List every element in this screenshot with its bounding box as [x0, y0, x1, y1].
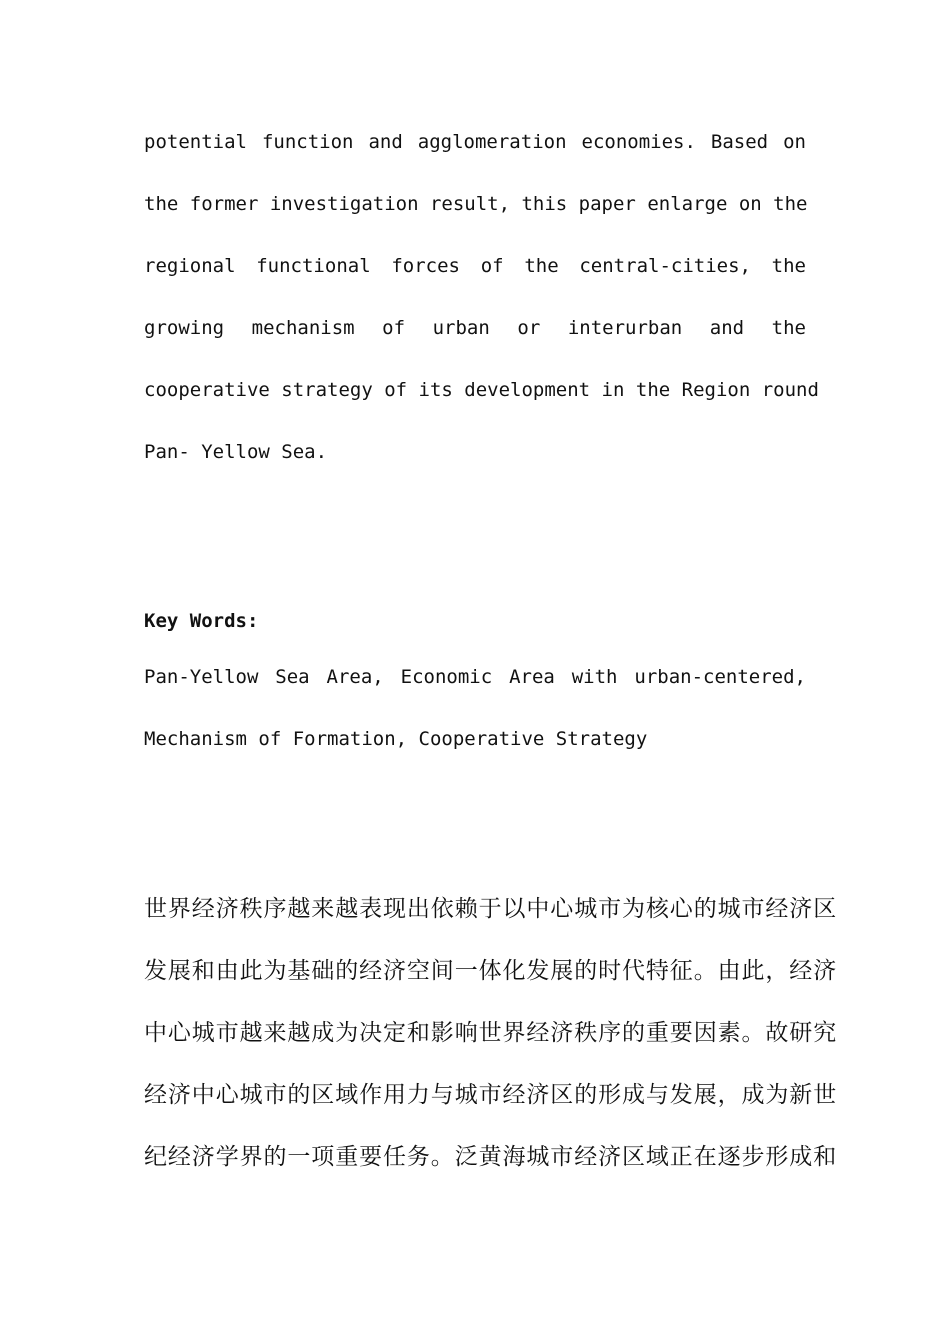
body-cn-line-3: 中心城市越来越成为决定和影响世界经济秩序的重要因素。故研究: [144, 1020, 838, 1046]
abstract-line-2: the former investigation result, this paper enlarge on the: [144, 193, 808, 215]
keywords-line-2: Mechanism of Formation, Cooperative Strategy: [144, 728, 648, 750]
keywords-heading: Key Words:: [144, 610, 259, 632]
body-cn-line-5: 纪经济学界的一项重要任务。泛黄海城市经济区域正在逐步形成和: [144, 1144, 838, 1170]
body-cn-line-1: 世界经济秩序越来越表现出依赖于以中心城市为核心的城市经济区: [144, 896, 838, 922]
abstract-line-6: Pan- Yellow Sea.: [144, 441, 328, 463]
abstract-line-3: regional functional forces of the central-cities, the: [144, 255, 806, 277]
keywords-line-1: Pan-Yellow Sea Area, Economic Area with urban-centered,: [144, 666, 806, 688]
body-cn-line-2: 发展和由此为基础的经济空间一体化发展的时代特征。由此，经济: [144, 958, 838, 984]
abstract-line-4: growing mechanism of urban or interurban and the: [144, 317, 806, 339]
body-cn-line-4: 经济中心城市的区域作用力与城市经济区的形成与发展，成为新世: [144, 1082, 838, 1108]
abstract-line-1: potential function and agglomeration economies. Based on: [144, 131, 806, 153]
abstract-line-5: cooperative strategy of its development in the Region round: [144, 379, 819, 401]
